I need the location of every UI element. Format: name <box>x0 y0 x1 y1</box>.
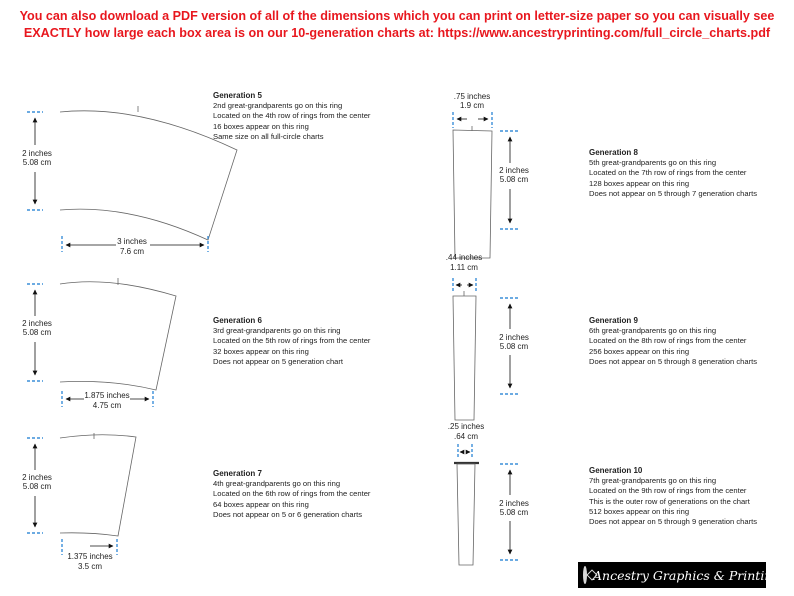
gen10-line: 7th great-grandparents go on this ring <box>589 476 717 486</box>
gen7-height-dimension <box>22 438 52 533</box>
gen6-width-cm: 4.75 cm <box>92 401 122 410</box>
gen10-title: Generation 10 <box>589 466 643 475</box>
gen6-info <box>213 316 370 367</box>
gen7-width-dimension <box>62 539 117 571</box>
gen9-height-dimension <box>499 298 529 394</box>
gen9-line: Located on the 8th row of rings from the center <box>589 336 747 346</box>
gen9-line: 6th great-grandparents go on this ring <box>589 326 717 336</box>
gen5-height-inches: 2 inches <box>22 149 52 158</box>
gen8-height-dimension <box>499 131 529 229</box>
gen6-line: 32 boxes appear on this ring <box>213 346 309 356</box>
logo-text: Ancestry Graphics & Printing <box>593 567 781 583</box>
gen9-width-inches: .44 inches <box>445 253 483 262</box>
gen9-width-dimension <box>446 253 482 292</box>
gen9-width-cm: 1.11 cm <box>450 263 478 272</box>
gen5-line: Located on the 4th row of rings from the center <box>213 111 371 121</box>
gen5-width-inches: 3 inches <box>117 237 147 246</box>
gen10-line: 512 boxes appear on this ring <box>589 506 690 516</box>
gen7-height-cm: 5.08 cm <box>22 482 52 491</box>
gen7-box <box>60 433 136 536</box>
gen6-height-dimension <box>22 284 52 381</box>
gen5-line: Same size on all full-circle charts <box>213 131 324 141</box>
gen6-box <box>60 278 176 390</box>
gen8-line: 5th great-grandparents go on this ring <box>589 158 717 168</box>
banner-line-2: EXACTLY how large each box area is on our 10-generation charts at: https://www.ancestryprinting.com/full_circle_charts.pdf <box>23 26 771 40</box>
gen5-height-cm: 5.08 cm <box>22 158 52 167</box>
gen8-width-dimension <box>453 92 492 128</box>
gen7-line: 64 boxes appear on this ring <box>213 499 309 509</box>
gen10-height-cm: 5.08 cm <box>499 508 529 517</box>
gen5-title: Generation 5 <box>213 91 262 100</box>
gen9-line: Does not appear on 5 through 8 generation charts <box>589 356 758 366</box>
gen9-info <box>589 316 757 367</box>
gen8-line: Located on the 7th row of rings from the center <box>589 168 747 178</box>
gen8-width-cm: 1.9 cm <box>459 101 485 110</box>
gen10-width-dimension <box>448 422 484 458</box>
gen10-box <box>454 463 479 565</box>
gen6-title: Generation 6 <box>213 316 262 325</box>
gen9-line: 256 boxes appear on this ring <box>589 346 690 356</box>
gen5-line: 16 boxes appear on this ring <box>213 121 309 131</box>
gen10-line: Located on the 9th row of rings from the center <box>589 486 747 496</box>
gen10-width-cm: .64 cm <box>453 432 479 441</box>
gen8-height-cm: 5.08 cm <box>499 175 529 184</box>
gen8-width-inches: .75 inches <box>453 92 491 101</box>
gen5-width-cm: 7.6 cm <box>119 247 145 256</box>
gen5-width-dimension <box>62 236 208 256</box>
gen9-height-cm: 5.08 cm <box>499 342 529 351</box>
company-logo <box>578 562 781 588</box>
gen7-line: Does not appear on 5 or 6 generation charts <box>213 509 363 519</box>
gen10-width-inches: .25 inches <box>447 422 485 431</box>
gen8-height-inches: 2 inches <box>499 166 529 175</box>
gen8-line: 128 boxes appear on this ring <box>589 178 690 188</box>
gen7-title: Generation 7 <box>213 469 262 478</box>
celtic-knot-icon <box>583 566 587 584</box>
gen5-height-dimension <box>22 112 52 210</box>
gen10-height-dimension <box>499 464 529 560</box>
gen7-info <box>213 469 370 520</box>
gen9-height-inches: 2 inches <box>499 333 529 342</box>
gen9-title: Generation 9 <box>589 316 638 325</box>
gen6-line: Located on the 5th row of rings from the center <box>213 336 371 346</box>
gen6-height-cm: 5.08 cm <box>22 328 52 337</box>
gen7-line: 4th great-grandparents go on this ring <box>213 479 341 489</box>
gen6-height-inches: 2 inches <box>22 319 52 328</box>
gen6-width-dimension <box>62 391 153 410</box>
gen5-info <box>213 91 370 142</box>
gen10-info <box>589 466 757 527</box>
gen8-box <box>453 126 492 258</box>
gen8-line: Does not appear on 5 through 7 generation charts <box>589 188 758 198</box>
gen6-width-inches: 1.875 inches <box>84 391 130 400</box>
gen10-height-inches: 2 inches <box>499 499 529 508</box>
gen6-line: Does not appear on 5 generation chart <box>213 356 344 366</box>
gen7-width-inches: 1.375 inches <box>67 552 113 561</box>
gen6-line: 3rd great-grandparents go on this ring <box>213 326 341 336</box>
gen5-box <box>60 106 237 240</box>
banner-line-1: You can also download a PDF version of all of the dimensions which you can print on letter-size paper so you can visually see <box>19 9 775 23</box>
gen8-title: Generation 8 <box>589 148 638 157</box>
gen7-height-inches: 2 inches <box>22 473 52 482</box>
gen5-line: 2nd great-grandparents go on this ring <box>213 101 343 111</box>
gen10-line: This is the outer row of generations on the chart <box>589 496 750 506</box>
gen9-box <box>453 291 476 420</box>
gen8-info <box>589 148 757 199</box>
gen10-line: Does not appear on 5 through 9 generation charts <box>589 517 758 527</box>
gen7-line: Located on the 6th row of rings from the center <box>213 489 371 499</box>
gen7-width-cm: 3.5 cm <box>77 562 103 571</box>
